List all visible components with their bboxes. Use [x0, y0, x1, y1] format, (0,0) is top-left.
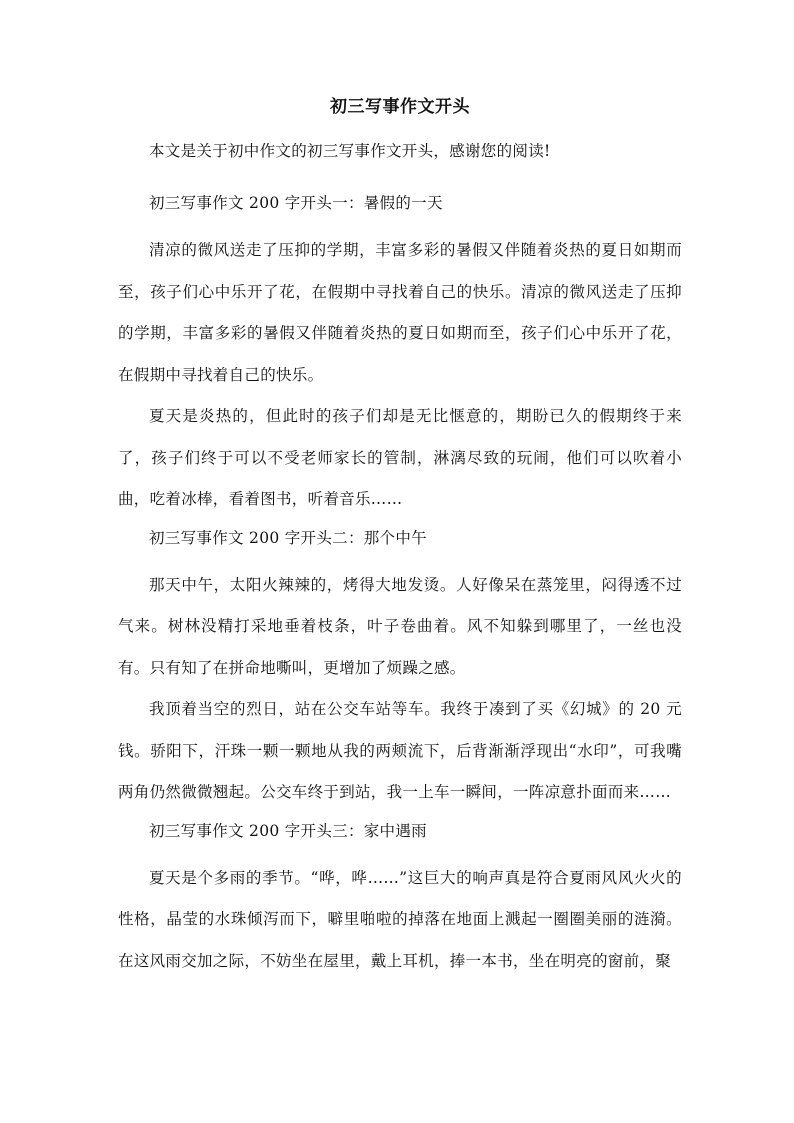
section-heading: 初三写事作文 200 字开头三：家中遇雨	[149, 821, 427, 840]
section-heading: 初三写事作文 200 字开头一：暑假的一天	[149, 194, 443, 212]
intro-paragraph: 本文是关于初中作文的初三写事作文开头，感谢您的阅读!	[149, 142, 551, 160]
body-paragraph: 夏天是个多雨的季节。“哗，哗……”这巨大的响声真是符合夏雨风风火火的性格，晶莹的水珠倾泻而下，噼里啪啦的掉落在地面上溅起一圈圈美丽的涟漪。在这风雨交加之际，不妨坐在屋里，戴上耳机，捧一本书，坐在明亮的窗前，聚	[118, 868, 682, 970]
section-2	[118, 527, 682, 814]
document-page	[118, 96, 682, 982]
document-title: 初三写事作文开头	[330, 97, 470, 117]
section-heading: 初三写事作文 200 字开头二：那个中午	[149, 528, 427, 547]
body-paragraph: 那天中午，太阳火辣辣的，烤得大地发烫。人好像呆在蒸笼里，闷得透不过气来。树林没精打采地垂着枝条，叶子卷曲着。风不知躲到哪里了，一丝也没有。只有知了在拼命地嘶叫，更增加了烦躁之感。	[118, 575, 682, 677]
body-paragraph: 我顶着当空的烈日，站在公交车站等车。我终于凑到了买《幻城》的 20 元钱。骄阳下，汗珠一颗一颗地从我的两颊流下，后背渐渐浮现出“水印”，可我嘴两角仍然微微翘起。公交车终于到站，我一上车一瞬间，一阵凉意扑面而来……	[118, 700, 682, 801]
section-1	[118, 192, 682, 521]
body-paragraph: 夏天是炎热的，但此时的孩子们却是无比惬意的，期盼已久的假期终于来了，孩子们终于可以不受老师家长的管制，淋漓尽致的玩闹，他们可以吹着小曲，吃着冰棒，看着图书，听着音乐……	[118, 407, 682, 508]
body-paragraph: 清凉的微风送走了压抑的学期，丰富多彩的暑假又伴随着炎热的夏日如期而至，孩子们心中乐开了花，在假期中寻找着自己的快乐。清凉的微风送走了压抑的学期，丰富多彩的暑假又伴随着炎热的夏日如期而至，孩子们心中乐开了花，在假期中寻找着自己的快乐。	[118, 241, 682, 384]
section-3	[118, 820, 682, 983]
